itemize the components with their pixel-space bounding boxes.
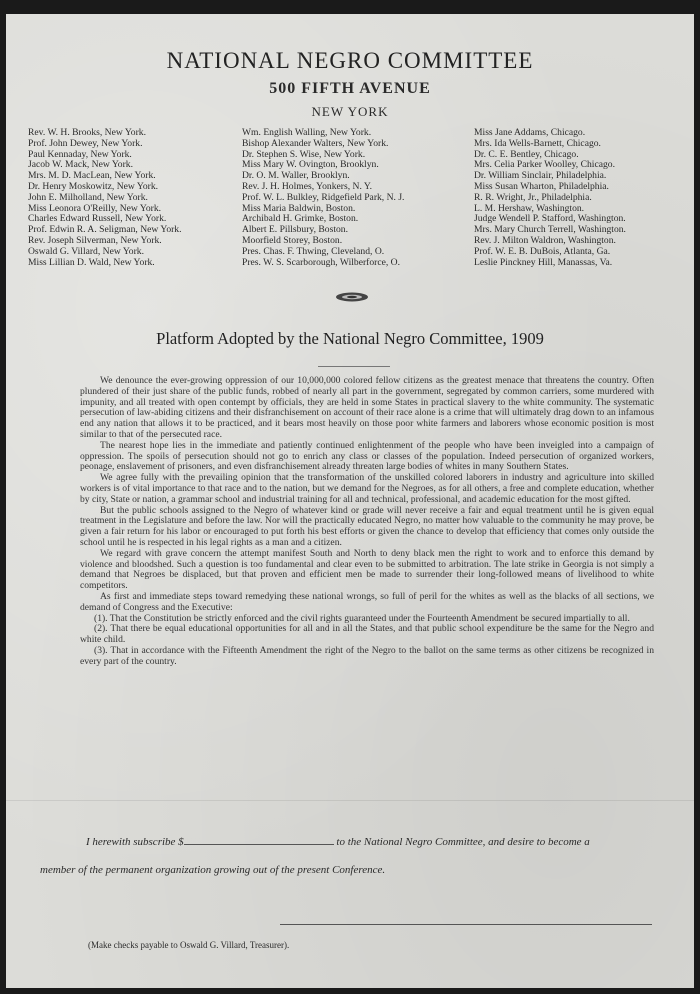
subscription-start: I herewith subscribe $	[86, 836, 184, 848]
member-name: Mrs. Celia Parker Woolley, Chicago.	[474, 160, 615, 171]
member-name: Rev. J. Milton Waldron, Washington.	[474, 235, 616, 246]
member-list-column-3	[474, 128, 694, 268]
platform-paragraph: We agree fully with the prevailing opinion that the transformation of the unskilled colored laborers in industry and agriculture into skilled workers is of vital importance to that race and to the nation, but we demand for the Negroes, as for all others, a free and complete education, whether by city, State or nation, a grammar school and industrial training for all and technical, professional, and academic education for the most gifted.	[80, 472, 654, 505]
member-name: Moorfield Storey, Boston.	[242, 235, 343, 246]
signature-line	[280, 924, 652, 925]
member-list-column-2	[242, 128, 462, 268]
committee-city: NEW YORK	[311, 104, 389, 119]
subscription-line-1	[86, 834, 666, 848]
member-name: Judge Wendell P. Stafford, Washington.	[474, 214, 626, 225]
member-name: Prof. W. E. B. DuBois, Atlanta, Ga.	[474, 246, 611, 257]
member-name: Dr. Henry Moskowitz, New York.	[28, 181, 159, 192]
member-name: Rev. W. H. Brooks, New York.	[28, 128, 146, 138]
member-name: Rev. Joseph Silverman, New York.	[28, 235, 162, 246]
member-name: Archibald H. Grimke, Boston.	[242, 214, 359, 225]
member-name: Rev. J. H. Holmes, Yonkers, N. Y.	[242, 181, 372, 192]
committee-address: 500 FIFTH AVENUE	[269, 80, 431, 97]
member-name: L. M. Hershaw, Washington.	[474, 203, 585, 214]
ornament-icon	[334, 290, 370, 304]
member-name: Miss Jane Addams, Chicago.	[474, 128, 586, 138]
member-name: Miss Mary W. Ovington, Brooklyn.	[242, 160, 379, 171]
amount-blank	[184, 834, 334, 845]
title-divider	[318, 366, 390, 367]
demand-item: (1). That the Constitution be strictly enforced and the civil rights guaranteed under the Fourteenth Amendment be secured impartially to all.	[94, 612, 630, 624]
member-name: Prof. John Dewey, New York.	[28, 138, 143, 149]
platform-paragraph: We regard with grave concern the attempt manifest South and North to deny black men the right to work and to enforce this demand by violence and bloodshed. Such a question is too fundamental and clear even to be submitted to arbitration. The late strike in Georgia is not simply a demand that Negroes be displaced, but that proven and efficient men be made to surrender their long-followed means of livelihood to white competitors.	[80, 547, 654, 592]
member-name: Mrs. Mary Church Terrell, Washington.	[474, 225, 626, 236]
subscription-line-2: member of the permanent organization growing out of the present Conference.	[40, 864, 386, 876]
member-name: Pres. Chas. F. Thwing, Cleveland, O.	[242, 246, 385, 257]
platform-title: Platform Adopted by the National Negro Committee, 1909	[156, 329, 544, 348]
member-name: R. R. Wright, Jr., Philadelphia.	[474, 192, 592, 203]
member-name: Prof. Edwin R. A. Seligman, New York.	[28, 225, 182, 236]
member-name: Bishop Alexander Walters, New York.	[242, 138, 389, 149]
member-name: Prof. W. L. Bulkley, Ridgefield Park, N. J.	[242, 192, 405, 203]
member-name: Mrs. M. D. MacLean, New York.	[28, 171, 156, 182]
member-name: Albert E. Pillsbury, Boston.	[242, 225, 348, 236]
member-name: Dr. O. M. Waller, Brooklyn.	[242, 171, 350, 182]
member-name: Dr. Stephen S. Wise, New York.	[242, 149, 366, 160]
member-name: Leslie Pinckney Hill, Manassas, Va.	[474, 257, 613, 268]
member-name: Mrs. Ida Wells-Barnett, Chicago.	[474, 138, 601, 149]
platform-paragraph: The nearest hope lies in the immediate and patiently continued enlightenment of the people who have been inveigled into a campaign of oppression. The spoils of persecution should not go to enrich any class or classes of the population. Indeed persecution of organized workers, peonage, enslavement of prisoners, and even disfranchisement already threaten large bodies of whites in many Southern States.	[80, 439, 654, 473]
checks-note: (Make checks payable to Oswald G. Villard, Treasurer).	[88, 940, 290, 950]
member-name: John E. Milholland, New York.	[28, 192, 148, 203]
member-name: Paul Kennaday, New York.	[28, 149, 132, 160]
member-list-column-1	[28, 128, 248, 268]
platform-paragraph: But the public schools assigned to the Negro of whatever kind or grade will never receive a fair and equal treatment until he is given equal treatment in the Legislature and before the law. Nor will the practically educated Negro, no matter how valuable to the community he may prove, be given a fair return for his labor or encouraged to put forth his best efforts or given the chance to develop that efficiency that comes only outside the school until he is respected in his legal rights as a man and a citizen.	[80, 504, 654, 548]
member-name: Oswald G. Villard, New York.	[28, 246, 144, 257]
platform-paragraph: We denounce the ever-growing oppression of our 10,000,000 colored fellow citizens as the greatest menace that threatens the country. Often plundered of their just share of the public funds, robbed of nearly all part in the government, segregated by common carriers, some murdered with impunity, and all treated with open contempt by officials, they are held in some States in practical slavery to the white community. The systematic persecution of law-abiding citizens and their disfranchisement on account of their race alone is a crime that will ultimately drag down to an infamous end any nation that allows it to be practiced, and it bears most heavily on those poor white farmers and laborers whose economic position is most similar to that of the persecuted race.	[80, 375, 654, 440]
member-name: Miss Lillian D. Wald, New York.	[28, 257, 155, 268]
document-page	[6, 14, 694, 988]
platform-text	[80, 376, 654, 668]
demand-item: (2). That there be equal educational opportunities for all and in all the States, and that public school expenditure be the same for the Negro and white child.	[80, 623, 654, 646]
member-name: Miss Susan Wharton, Philadelphia.	[474, 181, 609, 192]
committee-title: NATIONAL NEGRO COMMITTEE	[166, 48, 534, 73]
member-name: Jacob W. Mack, New York.	[28, 160, 133, 171]
member-name: Dr. William Sinclair, Philadelphia.	[474, 171, 607, 182]
member-name: Miss Leonora O'Reilly, New York.	[28, 203, 162, 214]
member-name: Dr. C. E. Bentley, Chicago.	[474, 149, 579, 160]
demand-item: (3). That in accordance with the Fifteenth Amendment the right of the Negro to the ballot on the same terms as other citizens be recognized in every part of the country.	[80, 644, 654, 667]
paper-fold	[6, 800, 694, 801]
member-name: Wm. English Walling, New York.	[242, 128, 372, 138]
subscription-end: to the National Negro Committee, and desire to become a	[336, 836, 590, 848]
member-name: Charles Edward Russell, New York.	[28, 214, 167, 225]
member-name: Pres. W. S. Scarborough, Wilberforce, O.	[242, 257, 400, 268]
platform-paragraph: As first and immediate steps toward remedying these national wrongs, so full of peril for the whites as well as the blacks of all sections, we demand of Congress and the Executive:	[80, 590, 654, 613]
member-name: Miss Maria Baldwin, Boston.	[242, 203, 356, 214]
